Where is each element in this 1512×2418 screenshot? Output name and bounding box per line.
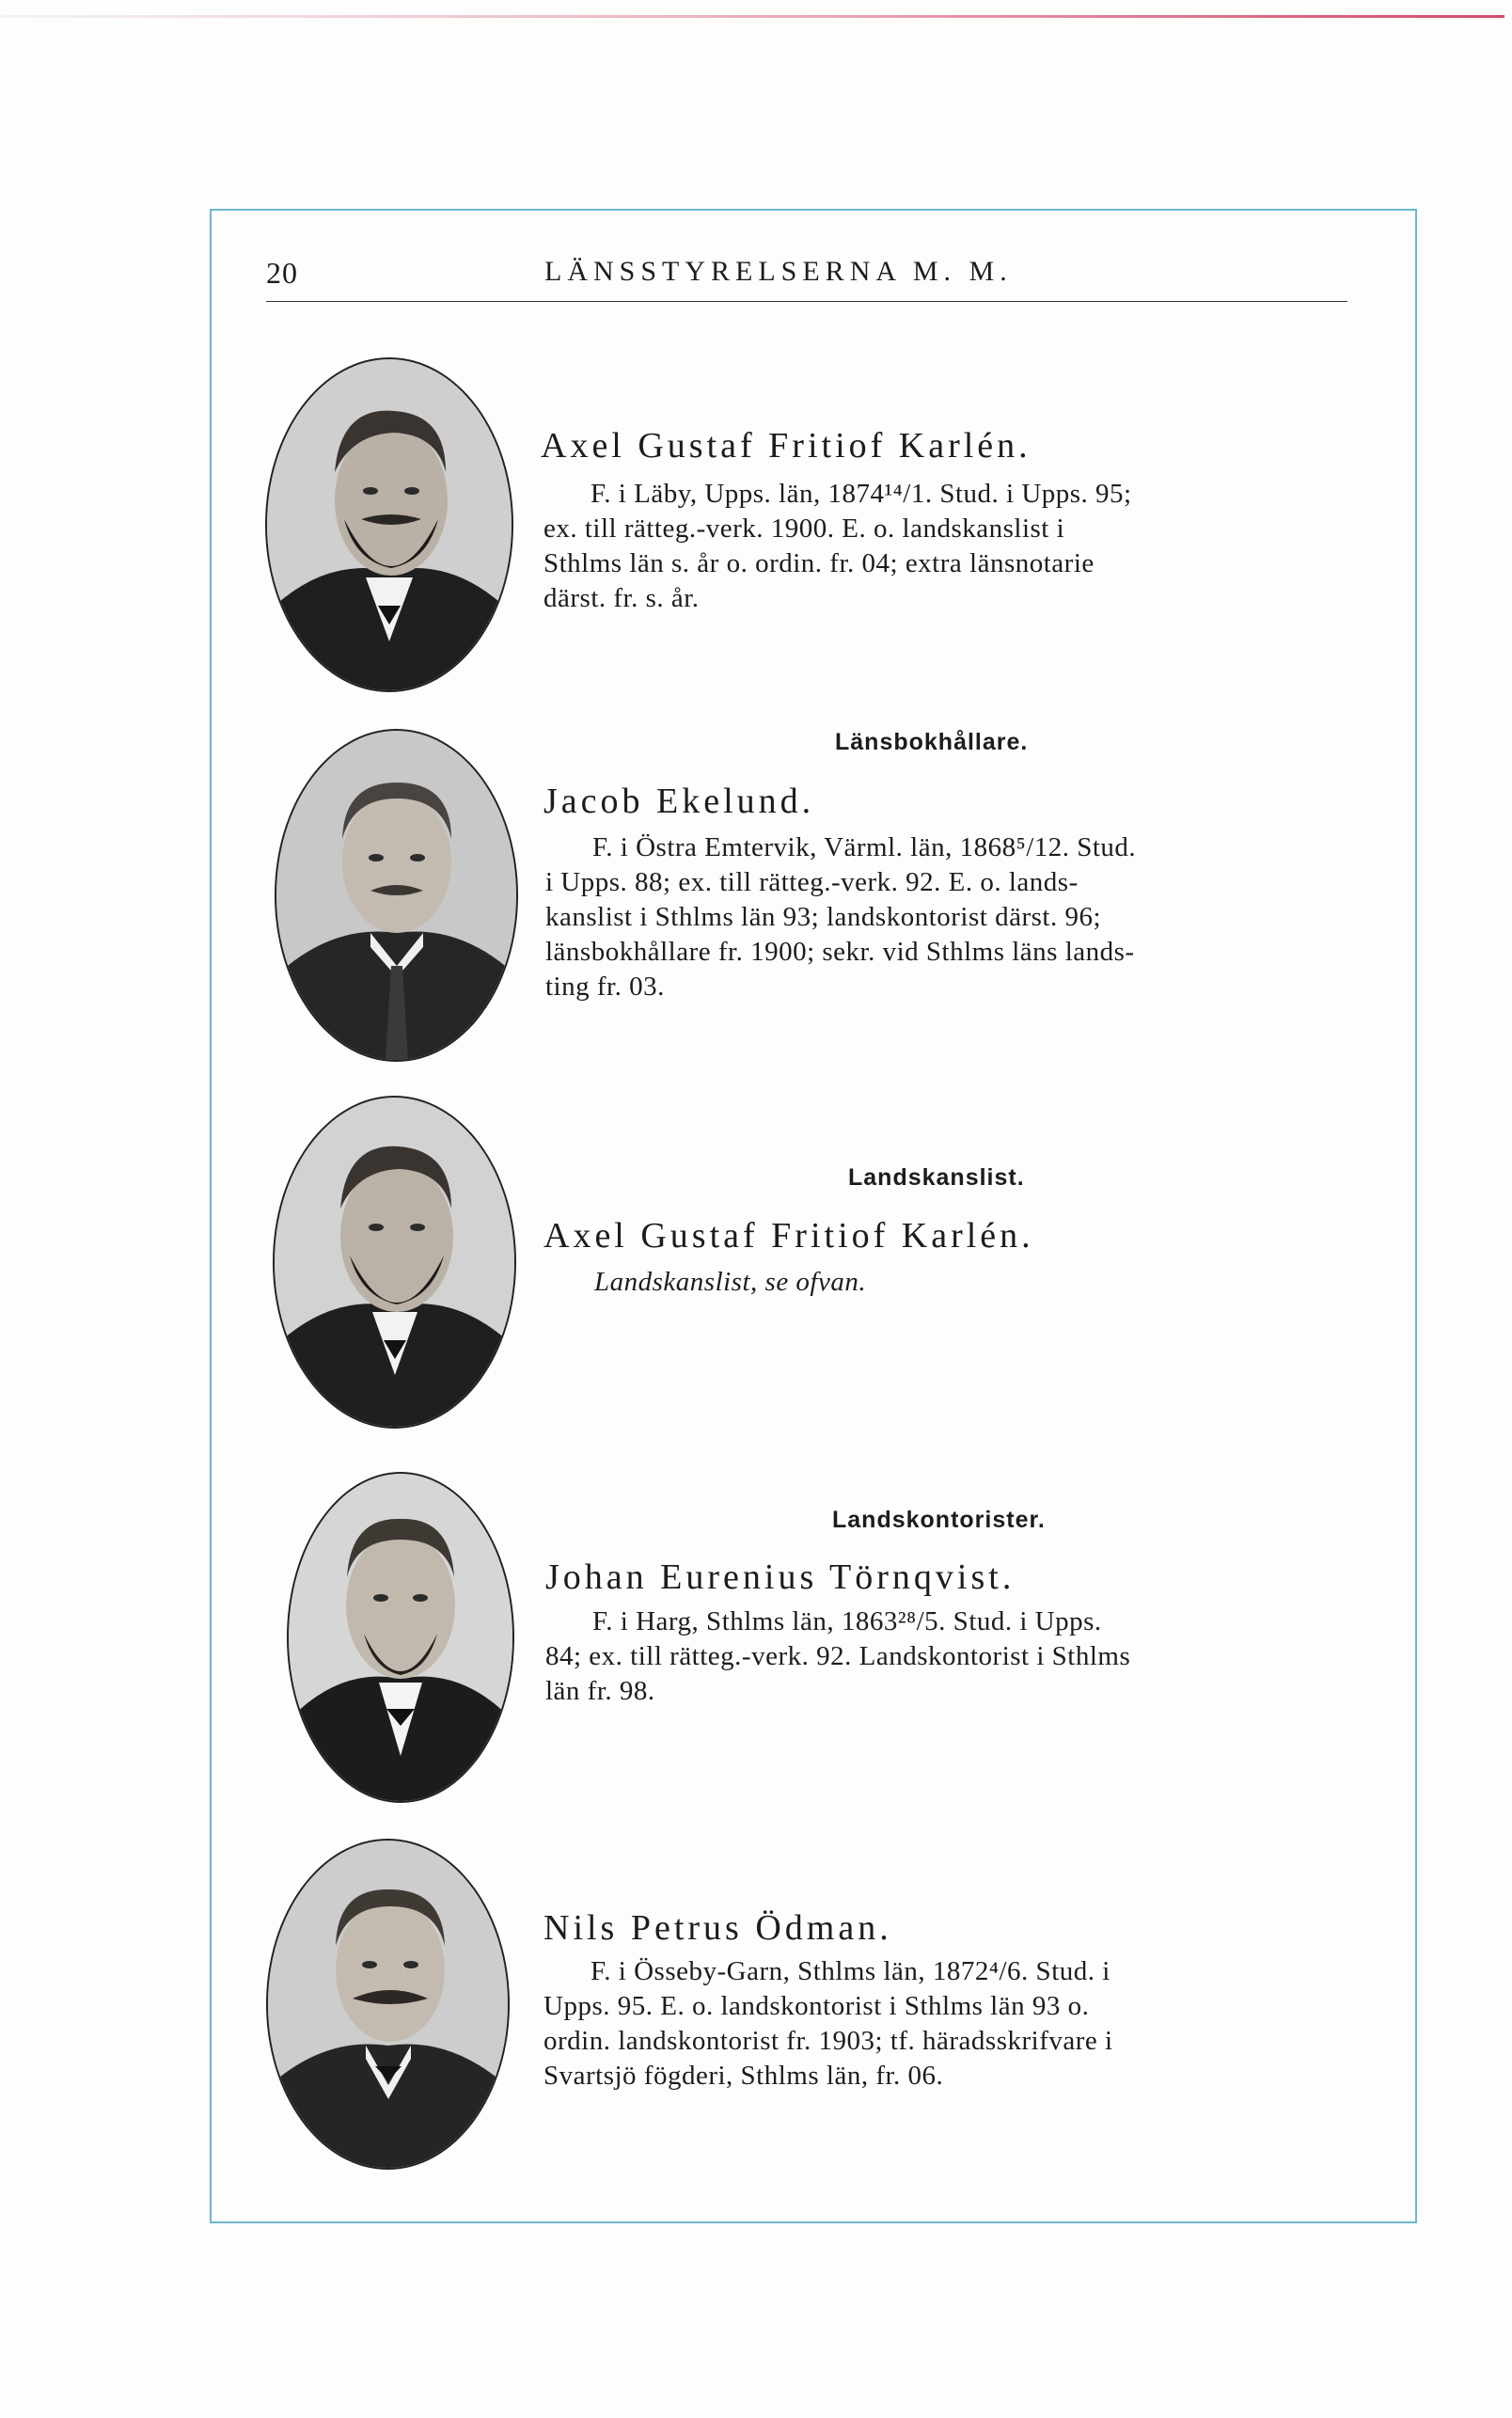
bio-line: i Upps. 88; ex. till rätteg.-verk. 92. E. o. lands-	[545, 867, 1079, 897]
portrait-odman	[266, 1839, 510, 2170]
bio-line: ex. till rätteg.-verk. 1900. E. o. landskanslist i	[543, 514, 1065, 544]
bio-line: F. i Harg, Sthlms län, 1863²⁸/5. Stud. i Upps.	[592, 1606, 1102, 1636]
portrait-karlen-2	[273, 1096, 516, 1429]
bearded-man-portrait-icon	[289, 1474, 512, 1801]
biography	[543, 477, 1350, 616]
bio-line: F. i Össeby-Garn, Sthlms län, 1872⁴/6. Stud. i	[591, 1956, 1110, 1986]
bio-line: länsbokhållare fr. 1900; sekr. vid Sthlms läns lands-	[545, 937, 1135, 967]
biography	[543, 1954, 1354, 2094]
bio-line: Svartsjö fögderi, Sthlms län, fr. 06.	[543, 2061, 944, 2091]
bio-line: ordin. landskontorist fr. 1903; tf. häradsskrifvare i	[543, 2026, 1113, 2056]
bio-line: län fr. 98.	[545, 1676, 655, 1706]
biography	[545, 1604, 1352, 1709]
portrait-tornqvist	[287, 1472, 514, 1803]
bio-line: ting fr. 03.	[545, 972, 665, 1002]
running-head: LÄNSSTYRELSERNA M. M.	[544, 256, 1013, 287]
bio-line: F. i Läby, Upps. län, 1874¹⁴/1. Stud. i Upps. 95;	[591, 479, 1132, 509]
bio-line: kanslist i Sthlms län 93; landskontorist därst. 96;	[545, 902, 1101, 932]
top-edge-rule	[0, 15, 1504, 18]
bio-line	[547, 1265, 1354, 1300]
bio-line: F. i Östra Emtervik, Värml. län, 1868⁵/12. Stud.	[592, 832, 1137, 862]
section-heading: Landskontorister.	[832, 1507, 1046, 1533]
portrait-ekelund	[275, 729, 518, 1062]
bio-line: 84; ex. till rätteg.-verk. 92. Landskontorist i Sthlms	[545, 1641, 1131, 1671]
person-name: Johan Eurenius Törnqvist.	[545, 1557, 1016, 1597]
portrait-karlen-1	[265, 357, 513, 692]
section-heading: Landskanslist.	[848, 1164, 1025, 1191]
bearded-man-portrait-icon	[267, 359, 512, 690]
mustached-man-portrait-icon	[268, 1841, 508, 2168]
biography	[547, 1265, 1354, 1300]
bio-line: Sthlms län s. år o. ordin. fr. 04; extra länsnotarie	[543, 548, 1095, 578]
biography	[545, 830, 1352, 1004]
bio-line: därst. fr. s. år.	[543, 583, 700, 613]
person-name: Jacob Ekelund.	[543, 782, 815, 821]
person-name: Nils Petrus Ödman.	[543, 1908, 892, 1948]
section-heading: Länsbokhållare.	[835, 729, 1029, 755]
person-name: Axel Gustaf Fritiof Karlén.	[543, 1216, 1034, 1256]
mustached-man-portrait-icon	[276, 731, 516, 1060]
person-name: Axel Gustaf Fritiof Karlén.	[541, 426, 1032, 466]
bio-italic-text: Landskanslist, se ofvan.	[594, 1267, 867, 1297]
bio-line: Upps. 95. E. o. landskontorist i Sthlms län 93 o.	[543, 1991, 1090, 2021]
page-header	[266, 256, 1347, 302]
bearded-man-portrait-icon	[275, 1098, 514, 1427]
page-number: 20	[266, 256, 298, 290]
